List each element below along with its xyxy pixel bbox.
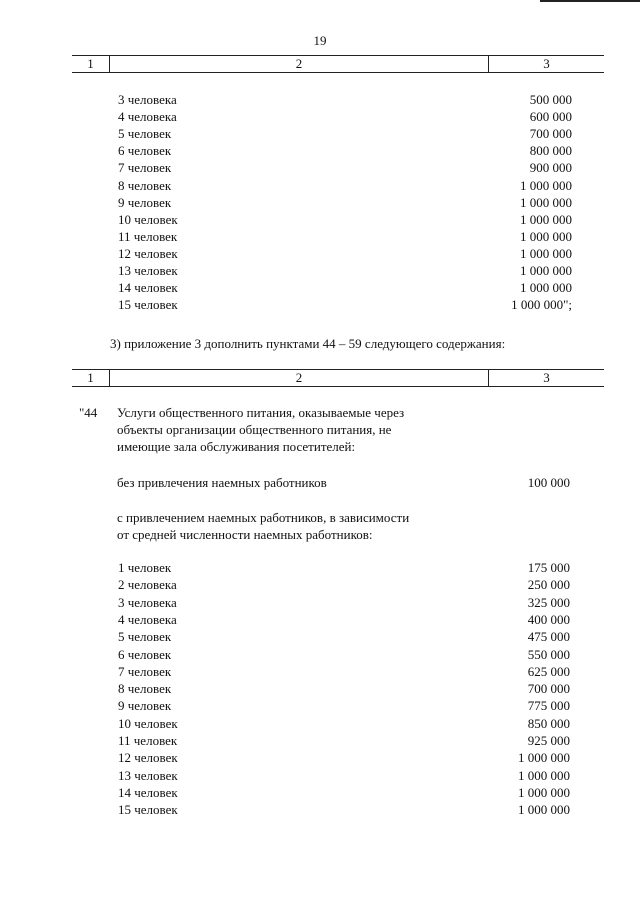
table-header-1 — [72, 55, 604, 73]
row-label: 15 человек — [118, 297, 178, 313]
row-value: 600 000 — [529, 109, 572, 125]
row-label: 15 человек — [118, 802, 178, 818]
row-value: 1 000 000 — [518, 784, 570, 800]
row-label: 4 человека — [118, 611, 177, 627]
table-row — [0, 279, 640, 296]
item-title-line: Услуги общественного питания, оказываемые через — [117, 405, 405, 420]
table-row — [0, 576, 640, 593]
table-row — [0, 211, 640, 228]
table-row — [0, 296, 640, 313]
table-row — [0, 784, 640, 801]
row-value: 1 000 000 — [518, 767, 570, 783]
table-row — [0, 474, 640, 491]
row-value: 1 000 000 — [518, 802, 570, 818]
table-row — [0, 262, 640, 279]
header-col-1: 1 — [87, 56, 94, 71]
row-label: 7 человек — [118, 160, 172, 176]
table-row — [0, 177, 640, 194]
row-value: 625 000 — [527, 663, 570, 679]
row-label: 3 человека — [118, 92, 177, 107]
row-label: 14 человек — [118, 280, 178, 296]
table-row — [0, 801, 640, 818]
row-value: 850 000 — [527, 715, 570, 731]
row-label: без привлечения наемных работников — [117, 475, 327, 490]
row-label: 2 человека — [118, 577, 177, 593]
table-row — [0, 228, 640, 245]
row-value: 900 000 — [529, 160, 572, 176]
table-row — [0, 611, 640, 628]
row-label: 4 человека — [118, 109, 177, 125]
table-row — [0, 91, 640, 108]
page-number: 19 — [313, 33, 327, 48]
table-row — [0, 108, 640, 125]
row-value: 925 000 — [527, 733, 570, 748]
row-value: 1 000 000 — [520, 245, 572, 261]
row-value: 1 000 000 — [520, 194, 572, 210]
table-row — [0, 245, 640, 262]
row-value: 1 000 000"; — [511, 297, 572, 313]
row-value: 550 000 — [527, 646, 570, 662]
table-row — [0, 628, 640, 645]
table-row — [0, 680, 640, 697]
row-value: 1 000 000 — [520, 177, 572, 193]
paragraph-text: 3) приложение 3 дополнить пунктами 44 – 59 следующего содержания: — [110, 336, 506, 351]
row-value: 175 000 — [527, 560, 570, 575]
row-label: 5 человек — [118, 126, 172, 142]
table-row — [0, 749, 640, 766]
row-label: 6 человек — [118, 646, 172, 662]
with-hired-line: с привлечением наемных работников, в зависимости — [117, 510, 410, 525]
row-label: 11 человек — [118, 733, 178, 748]
row-label: 13 человек — [118, 767, 178, 783]
row-label: 9 человек — [118, 194, 172, 210]
header-col-2: 2 — [295, 370, 303, 385]
table-row — [0, 125, 640, 142]
row-label: 12 человек — [118, 245, 178, 261]
row-value: 1 000 000 — [520, 263, 572, 278]
header-col-1: 1 — [87, 370, 94, 385]
row-label: 1 человек — [118, 560, 172, 575]
item-title-line: объекты организации общественного питания, не — [117, 422, 392, 437]
row-value: 400 000 — [527, 611, 570, 627]
table-row — [0, 142, 640, 159]
row-label: 7 человек — [118, 663, 172, 679]
header-col-3: 3 — [543, 56, 550, 71]
header-col-3: 3 — [543, 370, 550, 385]
row-value: 1 000 000 — [520, 211, 572, 227]
row-value: 775 000 — [527, 698, 570, 714]
table-row — [0, 732, 640, 749]
row-label: 11 человек — [118, 228, 178, 244]
table-row — [0, 767, 640, 784]
row-label: 6 человек — [118, 143, 172, 159]
row-value: 700 000 — [529, 126, 572, 142]
row-value: 325 000 — [527, 594, 570, 610]
row-label: 14 человек — [118, 784, 178, 800]
row-value: 250 000 — [527, 577, 570, 593]
row-label: 13 человек — [118, 263, 178, 278]
row-value: 700 000 — [527, 681, 570, 697]
row-label: 10 человек — [118, 211, 178, 227]
header-col-2: 2 — [295, 56, 303, 71]
row-label: 9 человек — [118, 698, 172, 714]
row-value: 100 000 — [527, 475, 570, 490]
row-value: 1 000 000 — [518, 750, 570, 766]
row-value: 1 000 000 — [520, 280, 572, 296]
top-corner-line — [540, 0, 640, 2]
row-label: 10 человек — [118, 715, 178, 731]
row-label: 3 человека — [118, 594, 177, 610]
table-row — [0, 697, 640, 714]
table-row — [0, 594, 640, 611]
table-row — [0, 646, 640, 663]
row-label: 8 человек — [118, 177, 172, 193]
table-row — [0, 663, 640, 680]
table-row — [0, 194, 640, 211]
table-row — [0, 159, 640, 176]
row-value: 1 000 000 — [520, 228, 572, 244]
item-number: "44 — [79, 405, 98, 420]
row-value: 475 000 — [527, 629, 570, 645]
row-label: 12 человек — [118, 750, 178, 766]
row-label: 8 человек — [118, 681, 172, 697]
with-hired-line: от средней численности наемных работников: — [117, 527, 373, 542]
row-value: 800 000 — [529, 143, 572, 159]
row-label: 5 человек — [118, 629, 172, 645]
item-title-line: имеющие зала обслуживания посетителей: — [117, 439, 356, 454]
table-row — [0, 715, 640, 732]
table-header-2 — [72, 369, 604, 387]
row-value: 500 000 — [529, 92, 572, 107]
table-row — [0, 559, 640, 576]
